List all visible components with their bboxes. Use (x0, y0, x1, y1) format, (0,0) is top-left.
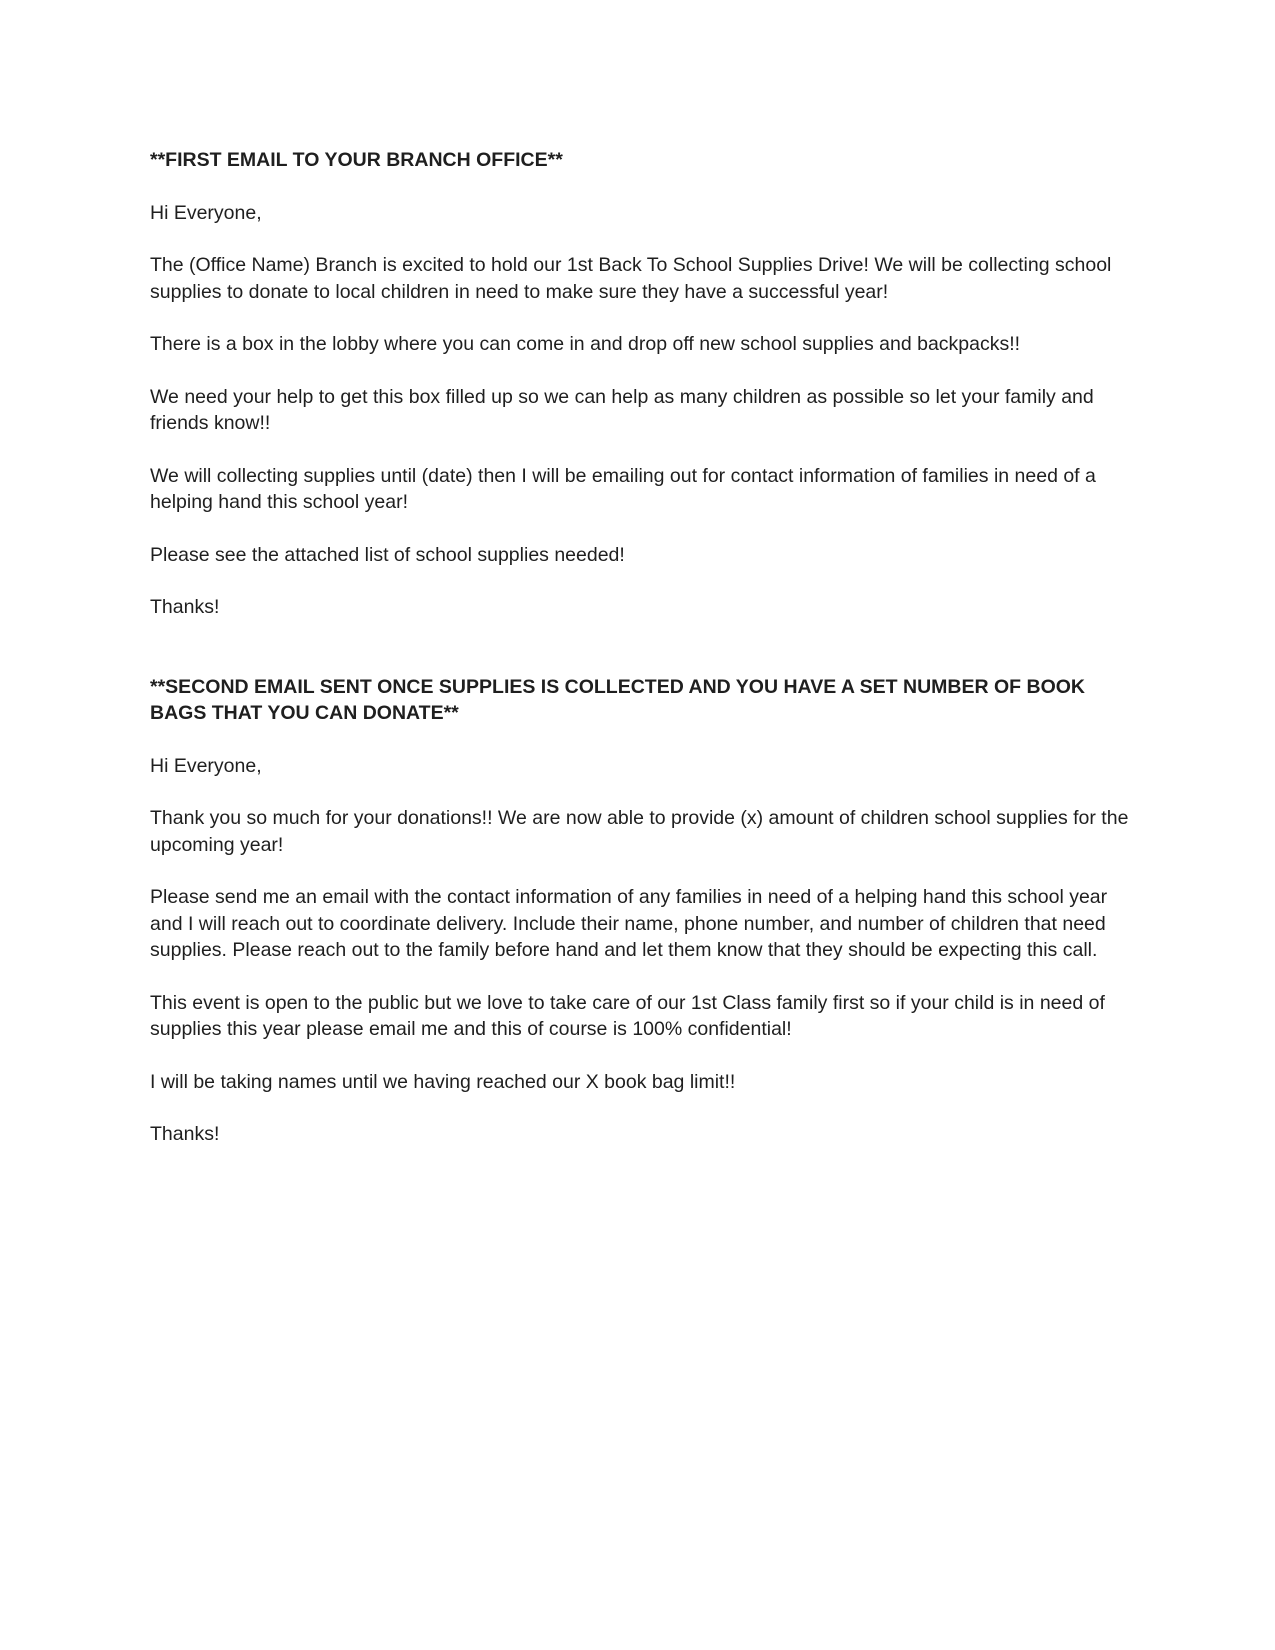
section-divider (150, 647, 1130, 674)
first-email-heading: **FIRST EMAIL TO YOUR BRANCH OFFICE** (150, 149, 563, 171)
second-email-greeting: Hi Everyone, (150, 754, 262, 777)
first-email-signoff: Thanks! (150, 596, 220, 618)
first-email-paragraph: Please see the attached list of school supplies needed! (150, 543, 625, 566)
second-email-paragraph: Thank you so much for your donations!! We are now able to provide (x) amount of children school supplies for the upcoming year! (150, 807, 1129, 856)
second-email-signoff: Thanks! (150, 1123, 220, 1145)
second-email-section (150, 674, 1130, 1148)
second-email-paragraph: I will be taking names until we having reached our X book bag limit!! (150, 1070, 736, 1093)
first-email-paragraph: There is a box in the lobby where you can come in and drop off new school supplies and backpacks!! (150, 333, 1021, 355)
first-email-paragraph: We will collecting supplies until (date) then I will be emailing out for contact information of families in need of a helping hand this school year! (150, 464, 1096, 513)
document-page (150, 147, 1130, 1174)
first-email-paragraph: We need your help to get this box filled up so we can help as many children as possible so let your family and friends know!! (150, 385, 1094, 434)
second-email-paragraph: Please send me an email with the contact information of any families in need of a helping hand this school year and I will reach out to coordinate delivery. Include their name, phone number, and number of children that need supplies. Please reach out to the family before hand and let them know that they should be expecting this call. (150, 886, 1108, 961)
second-email-paragraph: This event is open to the public but we love to take care of our 1st Class family first so if your child is in need of supplies this year please email me and this of course is 100% confidential! (150, 991, 1105, 1040)
first-email-greeting: Hi Everyone, (150, 201, 262, 224)
first-email-paragraph: The (Office Name) Branch is excited to hold our 1st Back To School Supplies Drive! We will be collecting school supplies to donate to local children in need to make sure they have a successful year! (150, 254, 1112, 303)
first-email-section (150, 147, 1130, 621)
second-email-heading: **SECOND EMAIL SENT ONCE SUPPLIES IS COLLECTED AND YOU HAVE A SET NUMBER OF BOOK BAGS THAT YOU CAN DONATE** (150, 675, 1086, 724)
